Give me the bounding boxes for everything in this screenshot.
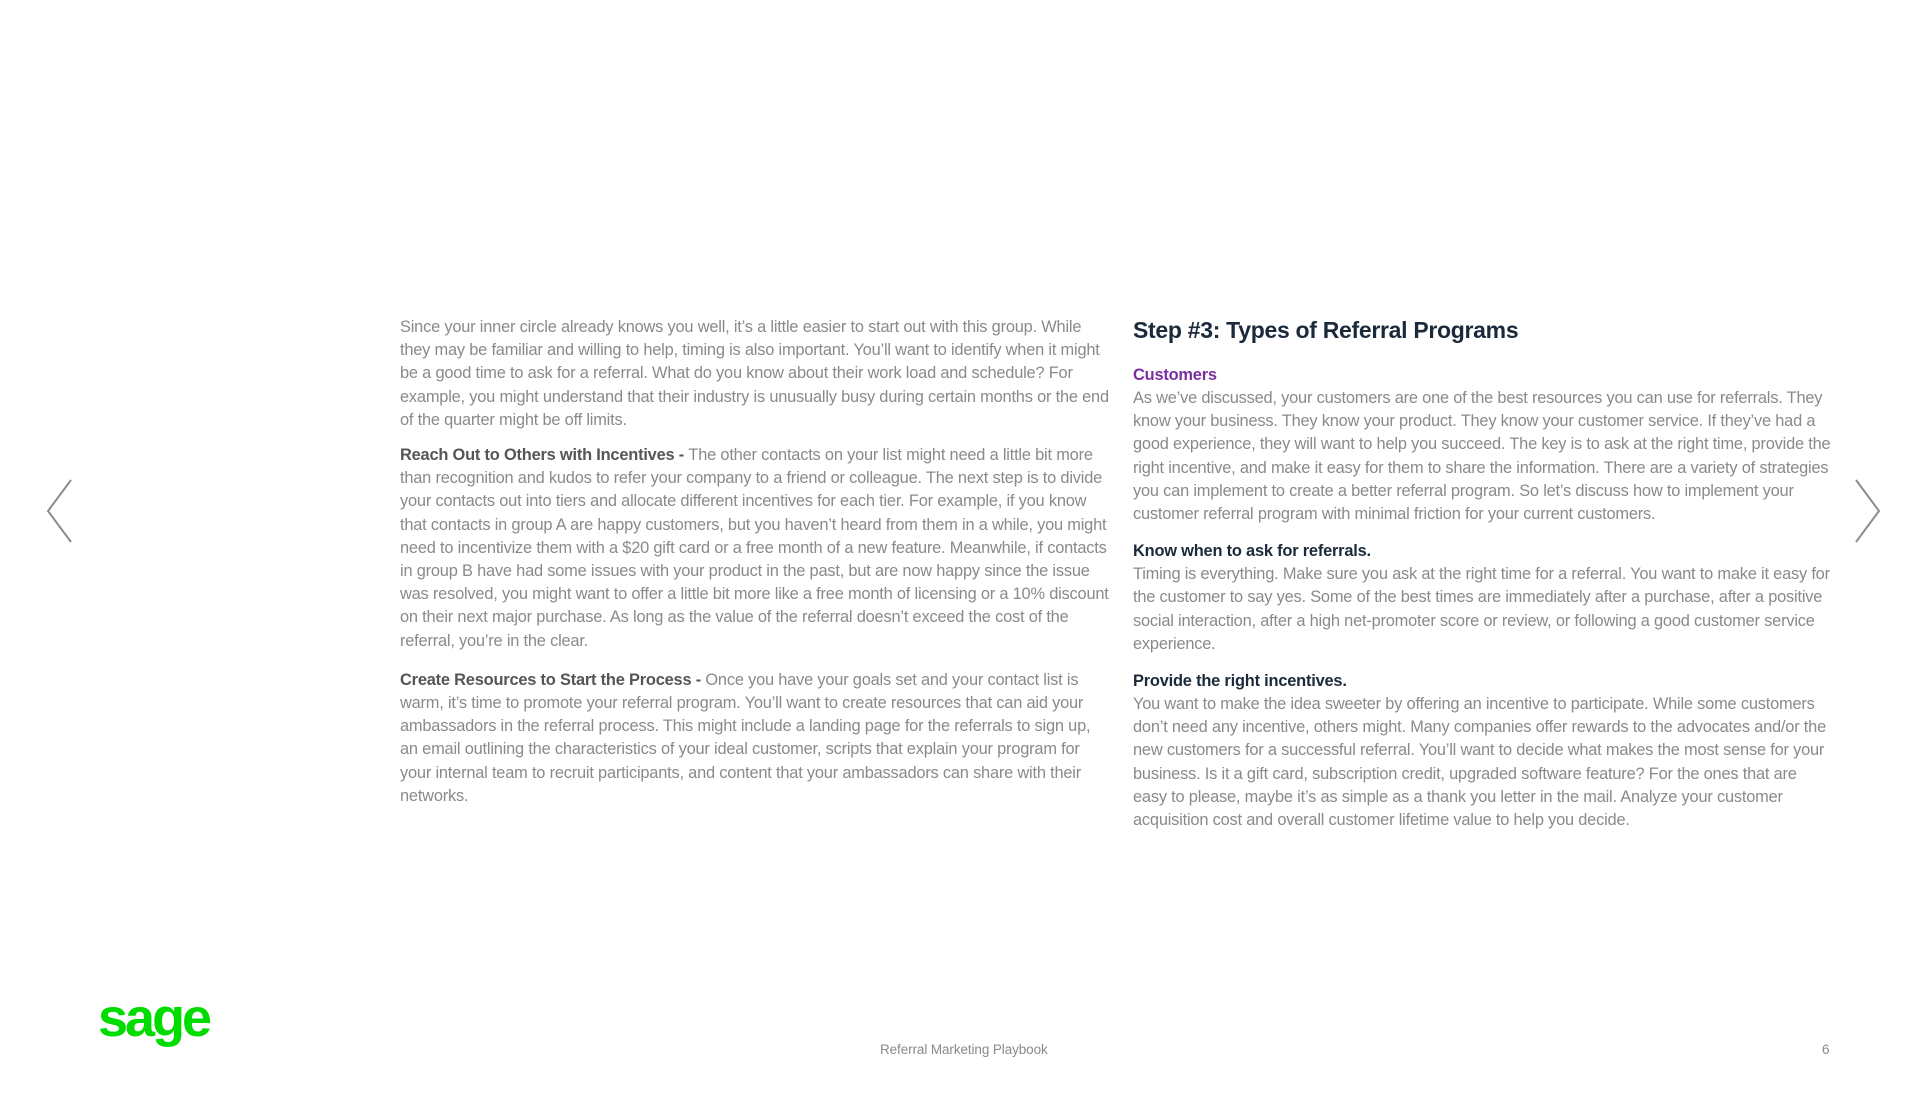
step-title: Step #3: Types of Referral Programs — [1133, 317, 1519, 343]
right-column — [1133, 316, 1833, 832]
know-when-paragraph: Timing is everything. Make sure you ask at the right time for a referral. You want to make it easy for the customer to say yes. Some of the best times are immediately after a purchase, after a positive social interaction, after a high net-promoter score or review, or following a good customer service experience. — [1133, 565, 1830, 653]
incentives-paragraph — [400, 444, 1112, 653]
chevron-right-icon — [1852, 478, 1882, 544]
left-column — [400, 316, 1112, 808]
incentives-lead: Reach Out to Others with Incentives - — [400, 446, 689, 465]
incentives-right-paragraph: You want to make the idea sweeter by offering an incentive to participate. While some customers don’t need any incentive, others might. Many companies offer rewards to the advocates and/or the new customers for a successful referral. You’ll want to decide what makes the most sense for your business. Is it a gift card, subscription credit, upgraded software feature? For the ones that are easy to please, maybe it’s as simple as a thank you letter in the mail. Analyze your customer acquisition cost and overall customer lifetime value to help you decide. — [1133, 695, 1826, 830]
next-page-button[interactable] — [1852, 478, 1882, 544]
incentives-heading: Provide the right incentives. — [1133, 672, 1347, 691]
intro-paragraph: Since your inner circle already knows you well, it’s a little easier to start out with this group. While they may be familiar and willing to help, timing is also important. You’ll want to identify when it might be a good time to ask for a referral. What do you know about their work load and schedule? For example, you might understand that their industry is unusually busy during certain months or the end of the quarter might be off limits. — [400, 318, 1109, 429]
sage-logo-text: sage — [98, 996, 210, 1048]
customers-heading: Customers — [1133, 366, 1217, 384]
page-number: 6 — [1822, 1042, 1830, 1057]
previous-page-button[interactable] — [45, 478, 75, 544]
resources-lead: Create Resources to Start the Process - — [400, 670, 706, 689]
customers-paragraph: As we’ve discussed, your customers are one of the best resources you can use for referrals. They know your business. They know your product. They know your customer service. If they’ve had a good experience, they will want to help you succeed. The key is to ask at the right time, provide the right incentive, and make it easy for them to share the information. There are a variety of strategies you can implement to create a better referral program. So let’s discuss how to implement your customer referral program with minimal friction for your current customers. — [1133, 389, 1831, 524]
resources-paragraph — [400, 669, 1112, 808]
incentives-body: The other contacts on your list might need a little bit more than recognition and kudos to refer your company to a friend or colleague. The next step is to divide your contacts out into tiers and allocate different incentives for each tier. For example, if you know that contacts in group A are happy customers, but you haven’t heard from them in a while, you might need to incentivize them with a $20 gift card or a free month of a new feature. Meanwhile, if contacts in group B have had some issues with your product in the past, but are now happy since the issue was resolved, you might want to offer a little bit more like a free month of licensing or a 10% discount on their next major purchase. As long as the value of the referral doesn’t exceed the cost of the referral, you’re in the clear. — [400, 446, 1109, 650]
know-when-heading: Know when to ask for referrals. — [1133, 542, 1371, 561]
sage-logo — [98, 996, 216, 1054]
chevron-left-icon — [45, 478, 75, 544]
resources-body: Once you have your goals set and your contact list is warm, it’s time to promote your referral program. You’ll want to create resources that can aid your ambassadors in the referral process. This might include a landing page for the referrals to sign up, an email outlining the characteristics of your ideal customer, scripts that explain your program for your internal team to recruit participants, and content that your ambassadors can share with their networks. — [400, 670, 1091, 805]
document-title: Referral Marketing Playbook — [880, 1042, 1048, 1057]
